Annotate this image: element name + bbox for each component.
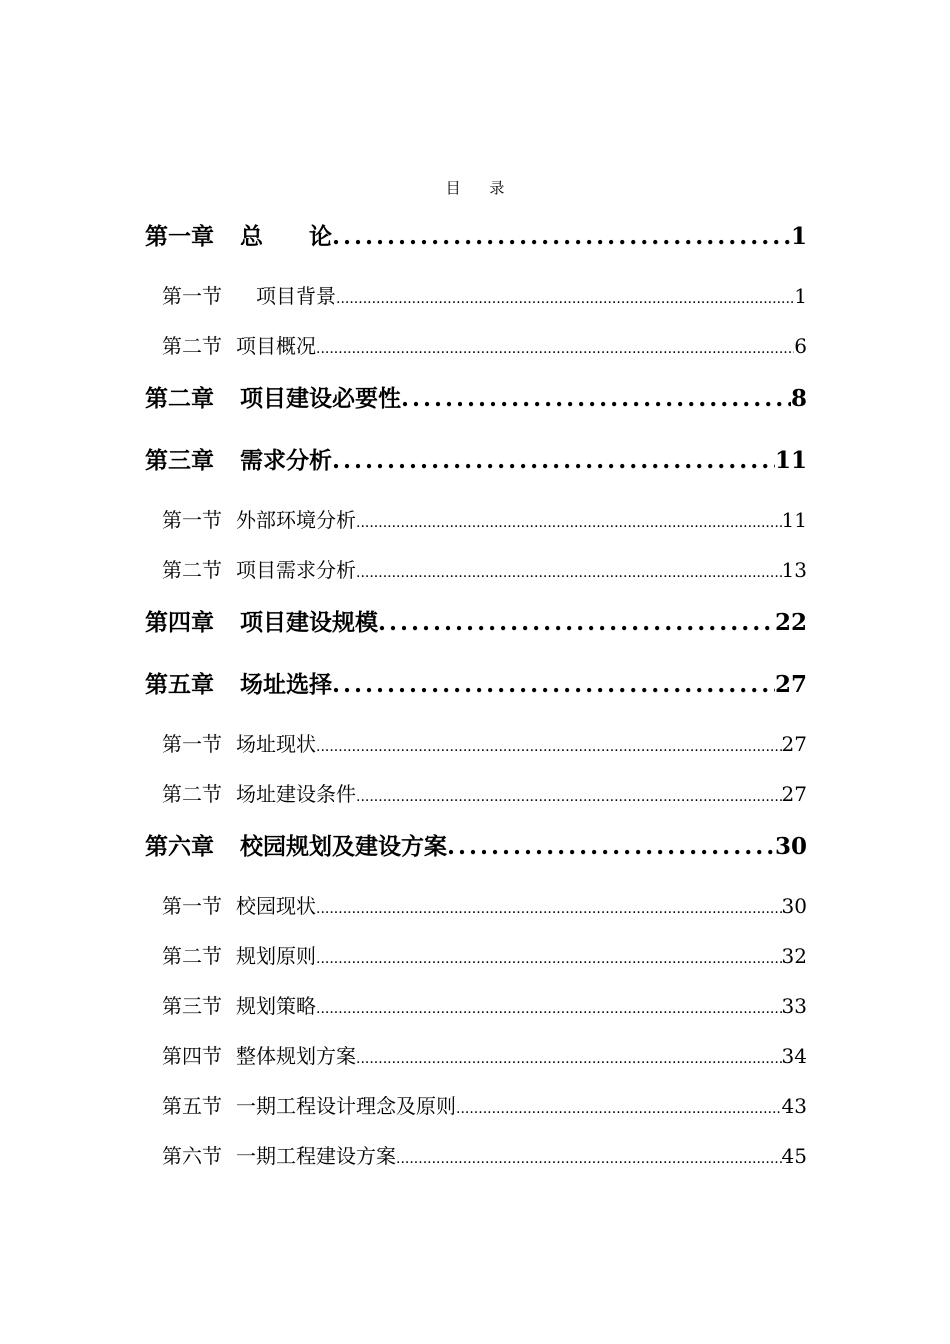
toc-entry-page-number: 30 (781, 894, 807, 918)
toc-entry-page-number: 32 (781, 944, 807, 968)
toc-dot-leader (336, 291, 794, 307)
toc-dot-leader (356, 565, 782, 581)
toc-entry-chapter[interactable] (145, 828, 807, 861)
toc-entry-title: 场址现状 (236, 732, 316, 756)
toc-entry-label: 第一节 (162, 894, 222, 918)
toc-entry-section[interactable] (162, 554, 807, 583)
toc-entry-chapter[interactable] (145, 604, 807, 637)
toc-entry-page-number: 1 (790, 223, 807, 250)
toc-dot-leader (332, 671, 775, 698)
toc-entry-label: 第三节 (162, 994, 222, 1018)
toc-dot-leader (332, 223, 791, 250)
toc-entry-title: 项目概况 (236, 334, 316, 358)
toc-entry-title: 规划策略 (236, 994, 316, 1018)
toc-entry-label: 第五章 (145, 671, 214, 698)
toc-entry-chapter[interactable] (145, 442, 807, 475)
toc-entry-title: 项目背景 (236, 284, 336, 308)
toc-entry-label: 第一章 (145, 223, 214, 250)
toc-entry-title: 规划原则 (236, 944, 316, 968)
toc-entry-title: 项目建设必要性 (240, 385, 401, 412)
toc-entry-label: 第五节 (162, 1094, 222, 1118)
toc-entry-label: 第二节 (162, 334, 222, 358)
toc-entry-section[interactable] (162, 504, 807, 533)
toc-entry-page-number: 8 (790, 385, 807, 412)
toc-entry-title: 总 论 (240, 223, 332, 250)
toc-dot-leader (316, 341, 794, 357)
toc-entry-title: 场址建设条件 (236, 782, 356, 806)
toc-entry-page-number: 45 (781, 1144, 807, 1168)
toc-entry-title: 一期工程建设方案 (236, 1144, 396, 1168)
toc-entry-title: 外部环境分析 (236, 508, 356, 532)
toc-entry-label: 第四章 (145, 609, 214, 636)
toc-entry-label: 第六章 (145, 833, 214, 860)
toc-entry-page-number: 11 (781, 508, 807, 532)
toc-entry-page-number: 6 (794, 334, 807, 358)
toc-entry-page-number: 43 (781, 1094, 807, 1118)
toc-dot-leader (316, 739, 782, 755)
toc-entry-label: 第二章 (145, 385, 214, 412)
toc-entry-section[interactable] (162, 1040, 807, 1069)
toc-entry-label: 第一节 (162, 508, 222, 532)
toc-entry-label: 第二节 (162, 558, 222, 582)
toc-entry-chapter[interactable] (145, 380, 807, 413)
toc-entry-page-number: 30 (774, 833, 807, 860)
toc-entry-section[interactable] (162, 890, 807, 919)
toc-entry-chapter[interactable] (145, 218, 807, 251)
toc-entry-title: 一期工程设计理念及原则 (236, 1094, 456, 1118)
toc-entry-section[interactable] (162, 990, 807, 1019)
toc-entry-page-number: 34 (781, 1044, 807, 1068)
toc-entry-section[interactable] (162, 728, 807, 757)
toc-entry-title: 需求分析 (240, 447, 332, 474)
toc-entry-chapter[interactable] (145, 666, 807, 699)
toc-entry-section[interactable] (162, 1140, 807, 1169)
toc-entry-label: 第一节 (162, 732, 222, 756)
toc-dot-leader (356, 789, 782, 805)
toc-dot-leader (456, 1101, 782, 1117)
toc-entry-label: 第一节 (162, 284, 222, 308)
toc-entry-section[interactable] (162, 330, 807, 359)
toc-entry-page-number: 27 (774, 671, 807, 698)
toc-entry-page-number: 33 (781, 994, 807, 1018)
toc-entry-page-number: 11 (774, 447, 807, 474)
toc-dot-leader (396, 1151, 782, 1167)
toc-entry-label: 第三章 (145, 447, 214, 474)
toc-entry-label: 第二节 (162, 944, 222, 968)
toc-entry-page-number: 13 (781, 558, 807, 582)
toc-entry-title: 项目需求分析 (236, 558, 356, 582)
toc-entry-section[interactable] (162, 940, 807, 969)
toc-dot-leader (401, 385, 791, 412)
toc-dot-leader (316, 951, 782, 967)
toc-dot-leader (332, 447, 775, 474)
toc-entry-title: 校园规划及建设方案 (240, 833, 447, 860)
toc-entry-title: 校园现状 (236, 894, 316, 918)
toc-entry-page-number: 27 (781, 782, 807, 806)
toc-entry-label: 第二节 (162, 782, 222, 806)
toc-dot-leader (356, 1051, 782, 1067)
toc-entry-section[interactable] (162, 280, 807, 309)
toc-title: 目 录 (445, 179, 517, 197)
toc-dot-leader (447, 833, 775, 860)
toc-entry-page-number: 27 (781, 732, 807, 756)
toc-entry-label: 第六节 (162, 1144, 222, 1168)
toc-entry-title: 场址选择 (240, 671, 332, 698)
toc-entry-section[interactable] (162, 778, 807, 807)
toc-entry-title: 整体规划方案 (236, 1044, 356, 1068)
toc-entry-section[interactable] (162, 1090, 807, 1119)
toc-entry-label: 第四节 (162, 1044, 222, 1068)
toc-dot-leader (356, 515, 782, 531)
toc-dot-leader (378, 609, 775, 636)
toc-dot-leader (316, 901, 782, 917)
toc-entry-page-number: 22 (774, 609, 807, 636)
toc-dot-leader (316, 1001, 782, 1017)
toc-entry-page-number: 1 (794, 284, 807, 308)
toc-entry-title: 项目建设规模 (240, 609, 378, 636)
